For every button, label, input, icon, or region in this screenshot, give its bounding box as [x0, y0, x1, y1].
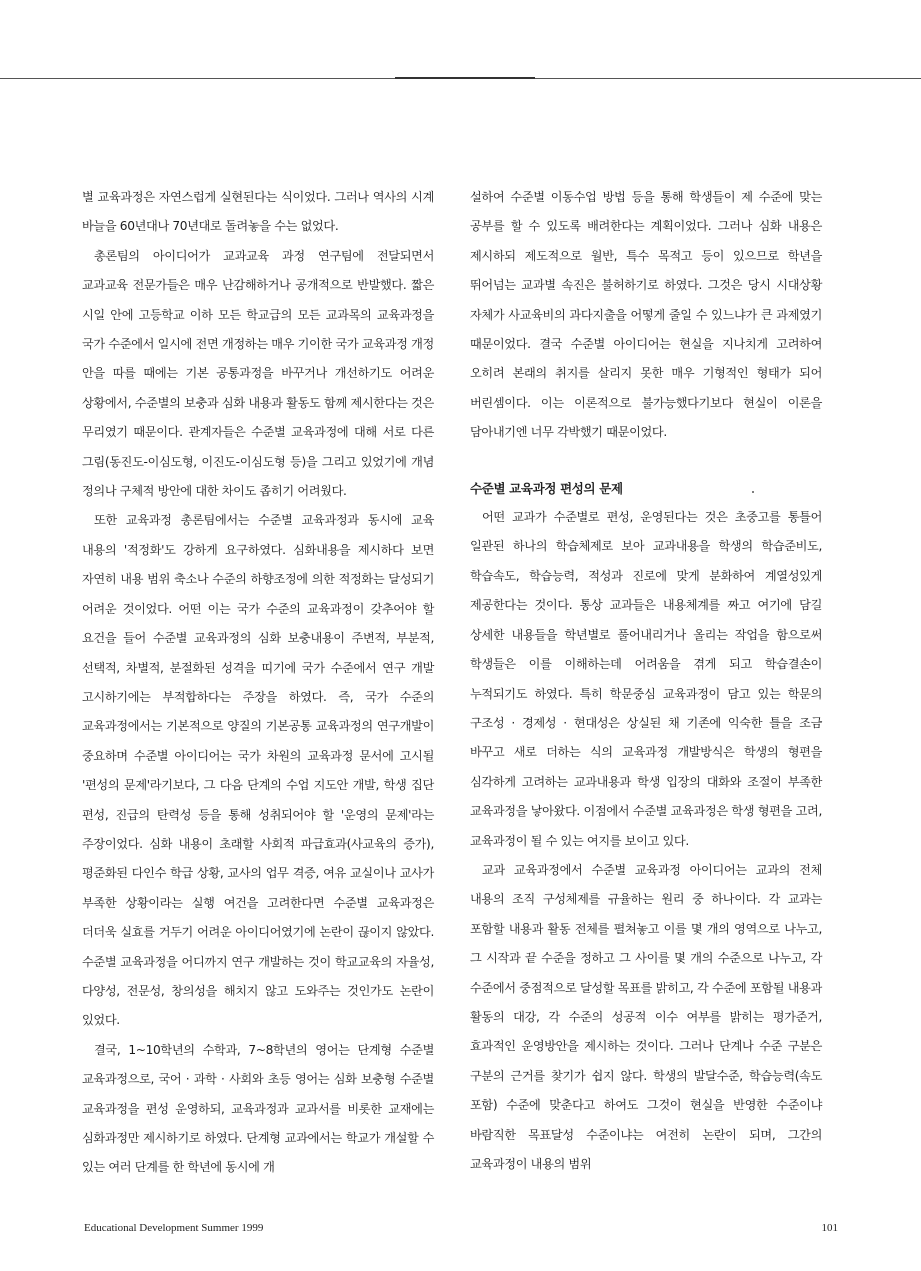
right-paragraph-3: 교과 교육과정에서 수준별 교육과정 아이디어는 교과의 전체 내용의 조직 구성체제를 규율하는 원리 중 하나이다. 각 교과는 포함할 내용과 활동 전체를 펼쳐놓고 이를 몇 개의 영역으로 나누고, 그 시작과 끝 수준을 정하고 그 사이를 몇 개의 수준으로 나누고, 각 수준에서 중점적으로 달성할 목표를 밝히고, 각 수준에 포함될 내용과 활동의 대강, 각 수준의 성공적 이수 여부를 밝히는 평가준거, 효과적인 운영방안을 제시하는 것이다. 그러나 단계나 수준 구분은 구분의 근거를 찾기가 쉽지 않다. 학생의 발달수준, 학습능력(속도 포함) 수준에 맞춘다고 하여도 그것이 현실을 반영한 수준이냐 바람직한 목표달성 수준이냐는 여전히 논란이 되며, 그간의 교육과정이 내용의 범위 — [470, 862, 822, 1171]
footer-publication: Educational Development Summer 1999 — [84, 1222, 264, 1234]
left-paragraph-4: 결국, 1~10학년의 수학과, 7~8학년의 영어는 단계형 수준별 교육과정으로, 국어 · 과학 · 사회와 초등 영어는 심화 보충형 수준별 교육과정을 편성 운영하되, 교육과정과 교과서를 비롯한 교재에는 심화과정만 제시하기로 하였다. 단계형 교과에서는 학교가 개설할 수 있는 여러 단계를 한 학년에 동시에 개 — [82, 1042, 434, 1175]
left-paragraph-3: 또한 교육과정 총론팀에서는 수준별 교육과정과 동시에 교육 내용의 '적정화'도 강하게 요구하였다. 심화내용을 제시하다 보면 자연히 내용 범위 축소나 수준의 하향조정에 의한 적정화는 달성되기 어려운 것이었다. 어떤 이는 국가 수준의 교육과정이 갖추어야 할 요건을 들어 수준별 교육과정의 심화 보충내용이 주변적, 부분적, 선택적, 차별적, 분절화된 성격을 띠기에 국가 수준에서 연구 개발 고시하기에는 부적합하다는 주장을 하였다. 즉, 국가 수준의 교육과정에서는 기본적으로 양질의 기본공통 교육과정의 연구개발이 중요하며 수준별 아이디어는 국가 차원의 교육과정 문서에 고시될 '편성의 문제'라기보다, 그 다음 단계의 수업 지도안 개발, 학생 집단 편성, 진급의 탄력성 등을 통해 성취되어야 할 '운영의 문제'라는 주장이었다. 심화 내용이 초래할 사회적 파급효과(사교육의 증가), 평준화된 다인수 학급 상황, 교사의 업무 격증, 여유 교실이나 교사가 부족한 상황이라는 실행 여건을 고려한다면 수준별 교육과정은 더더욱 실효를 거두기 어려운 아이디어였기에 논란이 끊이지 않았다. 수준별 교육과정을 어디까지 연구 개발하는 것이 학교교육의 자율성, 다양성, 전문성, 창의성을 해치지 않고 도와주는 것인가도 논란이 있었다. — [82, 513, 434, 1028]
left-paragraph-2: 총론팀의 아이디어가 교과교육 과정 연구팀에 전달되면서 교과교육 전문가들은 매우 난감해하거나 공개적으로 반발했다. 짧은 시일 안에 고등학교 이하 모든 학교급의 모든 교과목의 교육과정을 국가 수준에서 일시에 전면 개정하는 매우 기이한 국가 교육과정 개정 안을 따를 때에는 기본 공통과정을 바꾸거나 개선하기도 어려운 상황에서, 수준별의 보충과 심화 내용과 활동도 함께 제시한다는 것은 무리였기 때문이다. 관계자들은 수준별 교육과정에 대해 서로 다른 그림(동진도-이심도형, 이진도-이심도형 등)을 그리고 있었기에 개념 정의나 구체적 방안에 대한 차이도 좁히기 어려웠다. — [82, 248, 434, 499]
right-paragraph-1: 설하여 수준별 이동수업 방법 등을 통해 학생들이 제 수준에 맞는 공부를 할 수 있도록 배려한다는 계획이었다. 그러나 심화 내용은 제시하되 제도적으로 월반, 특수 목적고 등이 있으므로 학년을 뛰어넘는 교과별 속진은 불허하기로 하였다. 그것은 당시 시대상황 자체가 사교육비의 과다지출을 어떻게 줄일 수 있느냐가 큰 과제였기 때문이었다. 결국 수준별 아이디어는 현실을 지나치게 고려하여 오히려 본래의 취지를 살리지 못한 매우 기형적인 형태가 되어 버린셈이다. 이는 이론적으로 불가능했다기보다 현실이 이론을 담아내기엔 너무 각박했기 때문이었다. — [470, 190, 822, 440]
left-paragraph-1: 별 교육과정은 자연스럽게 실현된다는 식이었다. 그러나 역사의 시계 바늘을 60년대나 70년대로 돌려놓을 수는 없었다. — [82, 190, 434, 234]
section-gap — [470, 448, 822, 474]
right-column — [470, 183, 822, 1179]
section-heading: 수준별 교육과정 편성의 문제 — [470, 480, 623, 496]
left-column — [82, 183, 434, 1183]
right-paragraph-2: 어떤 교과가 수준별로 편성, 운영된다는 것은 초중고를 통틀어 일관된 하나의 학습체제로 보아 교과내용을 학생의 학습준비도, 학습속도, 학습능력, 적성과 진로에 맞게 분화하여 계열성있게 제공한다는 것이다. 통상 교과들은 내용체계를 짜고 여기에 담길 상세한 내용들을 학년별로 풀어내리거나 올리는 작업을 함으로써 학생들은 이를 이해하는데 어려움을 겪게 되고 학습결손이 누적되기도 하였다. 특히 학문중심 교육과정이 담고 있는 학문의 구조성 · 경제성 · 현대성은 상실된 채 기존에 익숙한 틀을 조금 바꾸고 새로 더하는 식의 교육과정 개발방식은 학생의 형편을 심각하게 고려하는 교과내용과 학생 입장의 대화와 조절이 부족한 교육과정을 낳아왔다. 이점에서 수준별 교육과정은 학생 형편을 고려, 교육과정이 될 수 있는 여지를 보이고 있다. — [470, 510, 822, 848]
scan-speck — [752, 491, 754, 493]
page-number: 101 — [821, 1222, 838, 1234]
header-rule-accent — [395, 77, 535, 79]
